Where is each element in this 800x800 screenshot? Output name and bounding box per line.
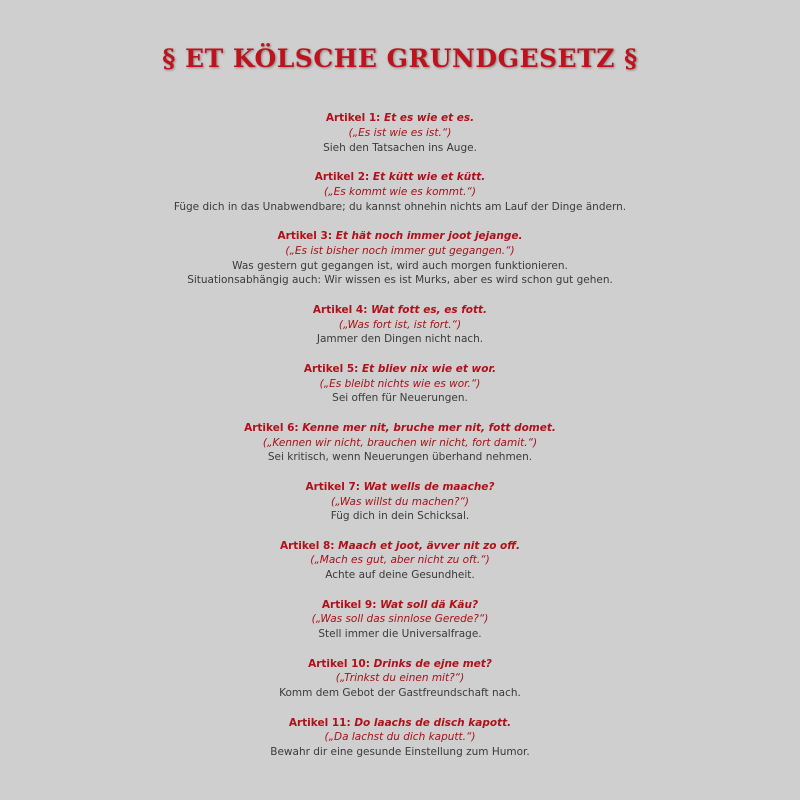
article-name: Et hät noch immer joot jejange. [335, 229, 523, 242]
article-description: Was gestern gut gegangen ist, wird auch morgen funktionieren. [232, 259, 568, 272]
article-translation: („Was willst du machen?“) [330, 495, 470, 508]
article-4 [0, 303, 800, 347]
article-heading [0, 421, 800, 436]
article-heading [0, 111, 800, 126]
article-description: Situationsabhängig auch: Wir wissen es ist Murks, aber es wird schon gut gehen. [187, 274, 613, 287]
article-label: Artikel 11: [288, 716, 351, 729]
article-heading [0, 716, 800, 731]
article-name: Et bliev nix wie et wor. [362, 362, 497, 375]
article-3 [0, 229, 800, 288]
article-description: Komm dem Gebot der Gastfreundschaft nach. [279, 687, 521, 700]
article-heading [0, 170, 800, 185]
article-translation: („Es ist bisher noch immer gut gegangen.“) [285, 244, 515, 257]
article-8 [0, 539, 800, 583]
article-5 [0, 362, 800, 406]
article-description: Bewahr dir eine gesunde Einstellung zum Humor. [270, 746, 530, 759]
article-6 [0, 421, 800, 465]
articles-list [0, 111, 800, 775]
article-name: Et kütt wie et kütt. [372, 170, 486, 183]
article-description: Stell immer die Universalfrage. [318, 628, 482, 641]
article-label: Artikel 9: [321, 598, 377, 611]
article-name: Drinks de ejne met? [373, 657, 492, 670]
article-label: Artikel 6: [244, 421, 299, 434]
article-description: Jammer den Dingen nicht nach. [316, 333, 484, 346]
article-heading [0, 480, 800, 495]
article-name: Maach et joot, ävver nit zo off. [338, 539, 521, 552]
article-description: Füge dich in das Unabwendbare; du kannst ohnehin nichts am Lauf der Dinge ändern. [173, 200, 627, 213]
article-heading [0, 657, 800, 672]
article-name: Kenne mer nit, bruche mer nit, fott domet. [302, 421, 556, 434]
article-translation: („Es kommt wie es kommt.“) [324, 185, 476, 198]
article-name: Wat fott es, es fott. [371, 303, 488, 316]
article-label: Artikel 1: [325, 112, 381, 124]
article-description: Füg dich in dein Schicksal. [330, 510, 470, 523]
article-label: Artikel 4: [312, 303, 368, 316]
article-translation: („Mach es gut, aber nicht zu oft.“) [310, 554, 490, 567]
page-title: § ET KÖLSCHE GRUNDGESETZ § [162, 44, 638, 73]
article-heading [0, 362, 800, 377]
article-label: Artikel 3: [277, 229, 333, 242]
article-heading [0, 598, 800, 613]
article-label: Artikel 10: [308, 657, 370, 670]
article-label: Artikel 2: [314, 170, 370, 183]
article-translation: („Trinkst du einen mit?“) [335, 672, 465, 685]
article-7 [0, 480, 800, 524]
article-heading [0, 303, 800, 318]
article-description: Sei offen für Neuerungen. [332, 392, 468, 405]
article-heading [0, 229, 800, 244]
article-name: Wat wells de maache? [363, 480, 495, 493]
article-name: Do laachs de disch kapott. [354, 716, 512, 729]
article-translation: („Was fort ist, ist fort.“) [338, 318, 462, 331]
article-description: Sieh den Tatsachen ins Auge. [323, 141, 477, 154]
article-1 [0, 111, 800, 155]
article-label: Artikel 8: [279, 539, 335, 552]
article-translation: („Kennen wir nicht, brauchen wir nicht, fort damit.“) [262, 436, 538, 449]
article-translation: („Da lachst du dich kaputt.“) [324, 731, 476, 744]
article-label: Artikel 5: [303, 362, 359, 375]
article-label: Artikel 7: [305, 480, 360, 493]
article-translation: („Es ist wie es ist.“) [348, 126, 452, 139]
article-description: Sei kritisch, wenn Neuerungen überhand nehmen. [267, 451, 533, 464]
article-description: Achte auf deine Gesundheit. [325, 569, 475, 582]
article-10 [0, 657, 800, 701]
article-heading [0, 539, 800, 554]
article-name: Wat soll dä Käu? [380, 598, 479, 611]
article-translation: („Es bleibt nichts wie es wor.“) [319, 377, 481, 390]
article-2 [0, 170, 800, 214]
article-11 [0, 716, 800, 760]
article-9 [0, 598, 800, 642]
article-translation: („Was soll das sinnlose Gerede?“) [311, 613, 489, 626]
article-name: Et es wie et es. [384, 112, 475, 124]
